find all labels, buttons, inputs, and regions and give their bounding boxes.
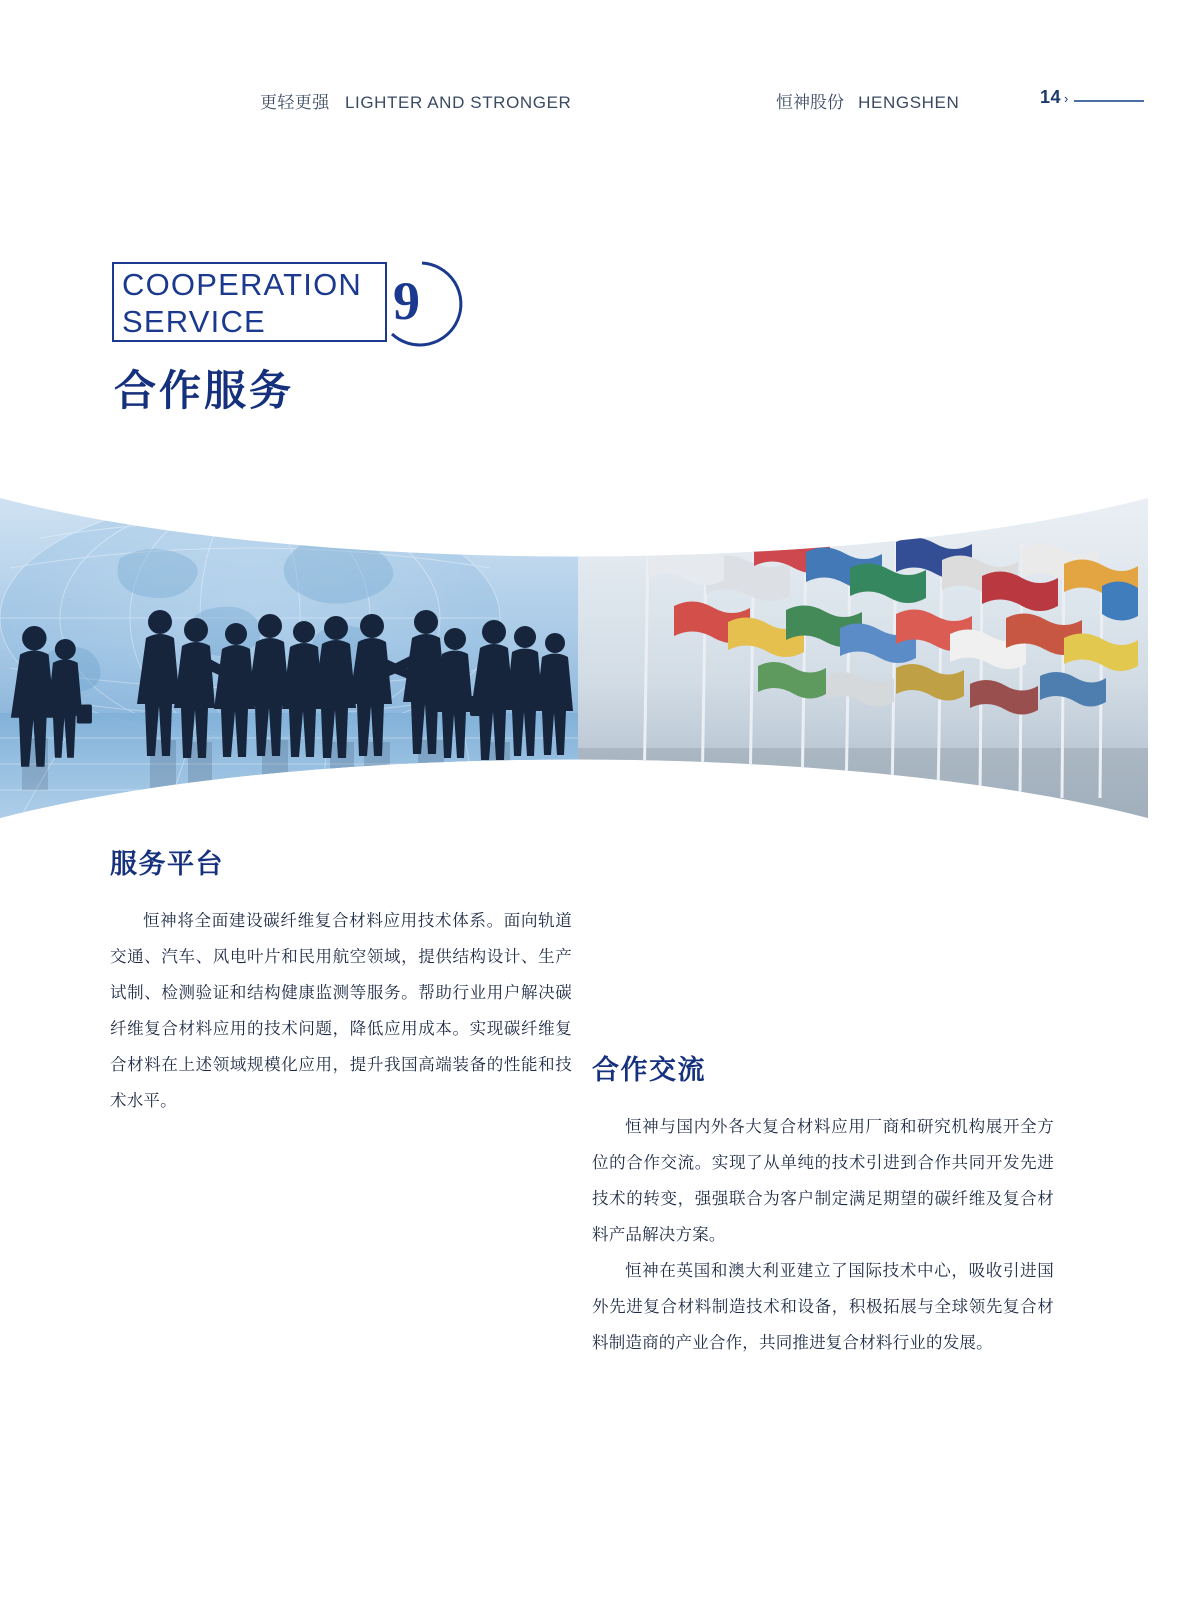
page-title: 合作服务: [114, 367, 295, 414]
section-heading-cooperation-exchange: 合作交流: [592, 1055, 706, 1085]
section-service-platform: [110, 842, 572, 1119]
section-cooperation-exchange: [592, 1048, 1054, 1361]
section-title-block: [112, 262, 532, 422]
title-en-line1: COOPERATION: [122, 267, 362, 302]
header-left-text: [260, 88, 571, 113]
hero-banner: [0, 498, 1148, 818]
section-heading-service-platform: 服务平台: [110, 849, 224, 879]
page-header: [0, 88, 1178, 118]
header-left-en: LIGHTER AND STRONGER: [344, 93, 572, 112]
section-number: 9: [393, 271, 420, 331]
page-number: 14: [1040, 87, 1062, 107]
hero-image: [0, 498, 1148, 818]
header-brand-cn: 恒神股份: [776, 93, 844, 112]
section-paragraph: 恒神与国内外各大复合材料应用厂商和研究机构展开全方位的合作交流。实现了从单纯的技术引进到合作共同开发先进技术的转变，强强联合为客户制定满足期望的碳纤维及复合材料产品解决方案。: [592, 1118, 1054, 1244]
header-rule: [1074, 100, 1144, 102]
section-paragraph: 恒神在英国和澳大利亚建立了国际技术中心，吸收引进国外先进复合材料制造技术和设备，积极拓展与全球领先复合材料制造商的产业合作，共同推进复合材料行业的发展。: [592, 1262, 1054, 1352]
header-brand: [776, 88, 959, 113]
chevron-right-icon: ›: [1064, 91, 1069, 106]
section-paragraph: 恒神将全面建设碳纤维复合材料应用技术体系。面向轨道交通、汽车、风电叶片和民用航空领域，提供结构设计、生产试制、检测验证和结构健康监测等服务。帮助行业用户解决碳纤维复合材料应用的技术问题，降低应用成本。实现碳纤维复合材料在上述领域规模化应用，提升我国高端装备的性能和技术水平。: [110, 912, 572, 1110]
title-en-line2: SERVICE: [122, 304, 266, 339]
section-number-circle-icon: [378, 260, 466, 348]
header-left-cn: 更轻更强: [260, 93, 330, 112]
header-brand-en: HENGSHEN: [858, 93, 960, 112]
